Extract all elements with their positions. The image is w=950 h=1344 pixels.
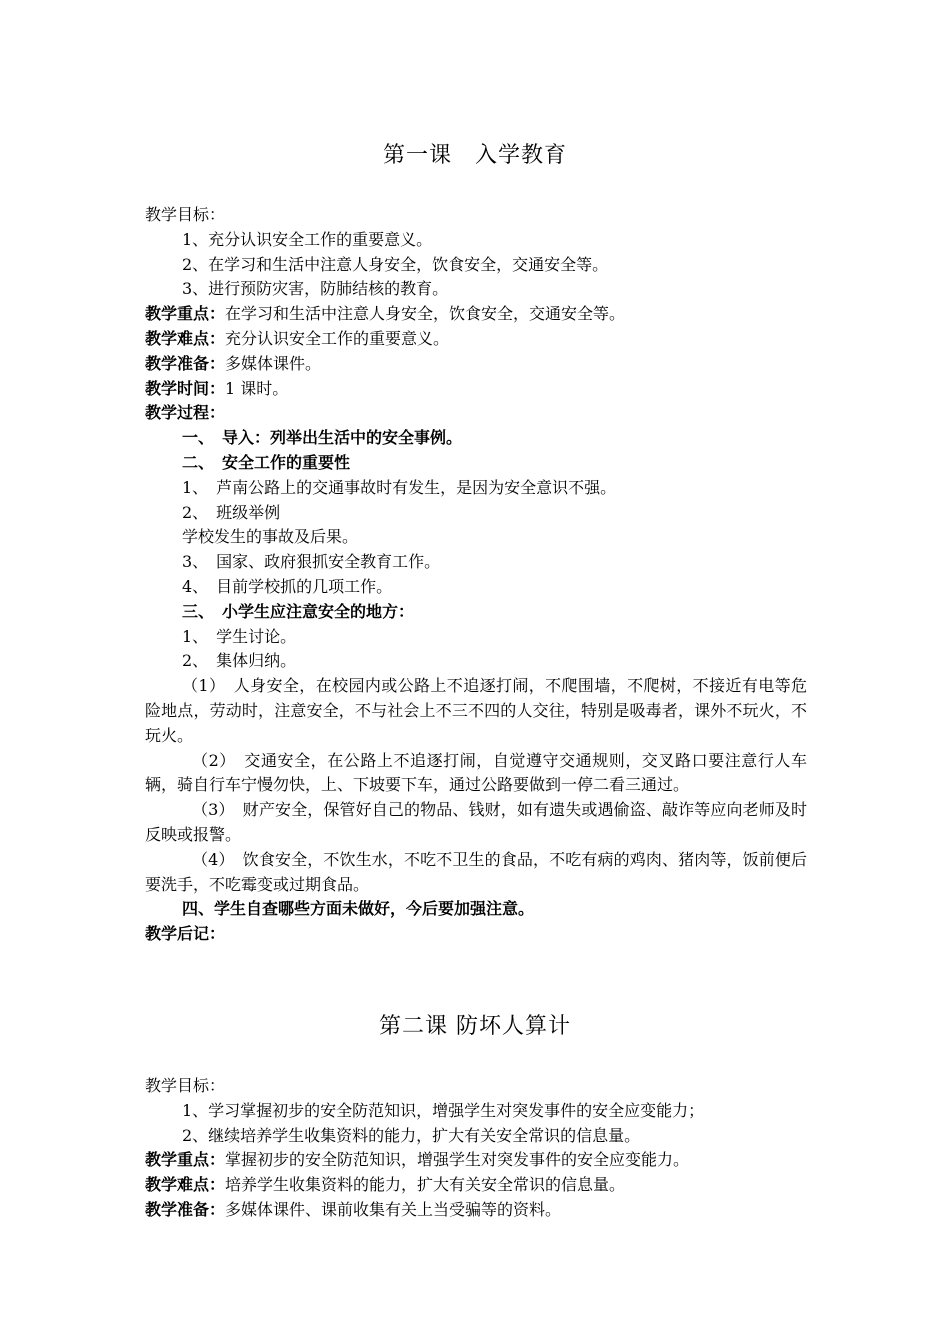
section-2-item-2: 2、 班级举例 [182,502,281,522]
section-2-item-4: 4、 目前学校抓的几项工作。 [182,576,393,596]
lesson2-objective-2: 2、继续培养学生收集资料的能力，扩大有关安全常识的信息量。 [182,1125,641,1145]
paragraph-food-safety: （4） 饮食安全，不饮生水，不吃不卫生的食品，不吃有病的鸡肉、猪肉等，饭前便后要洗手，不吃霉变或过期食品。 [145,849,807,894]
paragraph-property-safety: （3） 财产安全，保管好自己的物品、钱财，如有遗失或遇偷盗、敲诈等应向老师及时反映或报警。 [145,800,807,844]
section-2-item-2-detail: 学校发生的事故及后果。 [182,527,359,547]
section-2-heading: 二、 安全工作的重要性 [182,452,351,472]
lesson1-difficulty [145,327,807,352]
difficulty-text: 充分认识安全工作的重要意义。 [225,328,450,348]
time-text: 1 课时。 [225,378,289,398]
section-3-item-2: 2、 集体归纳。 [182,651,297,671]
lesson1-body [145,203,807,947]
difficulty-text: 培养学生收集资料的能力，扩大有关安全常识的信息量。 [225,1175,626,1195]
difficulty-label: 教学难点： [145,328,226,348]
lesson1-objective-2: 2、在学习和生活中注意人身安全，饮食安全，交通安全等。 [182,254,609,274]
lesson2-difficulty [145,1173,807,1198]
lesson2-body [145,1074,807,1223]
preparation-label: 教学准备： [145,1199,226,1219]
key-point-text: 掌握初步的安全防范知识，增强学生对突发事件的安全应变能力。 [225,1150,690,1170]
lesson2-objective-1: 1、学习掌握初步的安全防范知识，增强学生对突发事件的安全应变能力； [182,1100,705,1120]
lesson2-preparation [145,1198,807,1223]
section-1-heading: 一、 导入：列举出生活中的安全事例。 [182,428,463,448]
key-point-label: 教学重点： [145,304,226,324]
lesson1-key-point [145,302,807,327]
preparation-text: 多媒体课件。 [225,353,322,373]
lesson1-preparation [145,352,807,377]
key-point-label: 教学重点： [145,1150,226,1170]
section-2-item-1: 1、 芦南公路上的交通事故时有发生，是因为安全意识不强。 [182,477,617,497]
lesson2-title: 第二课 防坏人算计 [379,1014,571,1039]
lesson1-objective-1: 1、充分认识安全工作的重要意义。 [182,229,433,249]
preparation-label: 教学准备： [145,353,226,373]
key-point-text: 在学习和生活中注意人身安全，饮食安全，交通安全等。 [225,304,626,324]
lesson1-time [145,377,807,402]
difficulty-label: 教学难点： [145,1175,226,1195]
lesson1-process-label: 教学过程： [145,403,226,423]
lesson2-key-point [145,1148,807,1173]
section-4-heading: 四、学生自查哪些方面未做好，今后要加强注意。 [182,899,535,919]
time-label: 教学时间： [145,378,226,398]
paragraph-traffic-safety: （2） 交通安全，在公路上不追逐打闹，自觉遵守交通规则，交叉路口要注意行人车辆，骑自行车宁慢勿快，上、下坡要下车，通过公路要做到一停二看三通过。 [145,750,807,795]
lesson1-objective-3: 3、进行预防灾害，防肺结核的教育。 [182,279,449,299]
preparation-text: 多媒体课件、课前收集有关上当受骗等的资料。 [225,1199,562,1219]
section-3-item-1: 1、 学生讨论。 [182,626,297,646]
paragraph-personal-safety: （1） 人身安全，在校园内或公路上不追逐打闹，不爬围墙，不爬树，不接近有电等危险地点，劳动时，注意安全，不与社会上不三不四的人交往，特别是吸毒者，课外不玩火，不玩火。 [145,676,807,745]
lesson1-title: 第一课 入学教育 [382,143,567,168]
section-2-item-3: 3、 国家、政府狠抓安全教育工作。 [182,552,441,572]
lesson2-objectives-label: 教学目标： [145,1076,226,1095]
section-3-heading: 三、 小学生应注意安全的地方： [182,601,415,621]
lesson1-objectives-label: 教学目标： [145,205,226,224]
lesson1-notes-label: 教学后记： [145,924,226,944]
